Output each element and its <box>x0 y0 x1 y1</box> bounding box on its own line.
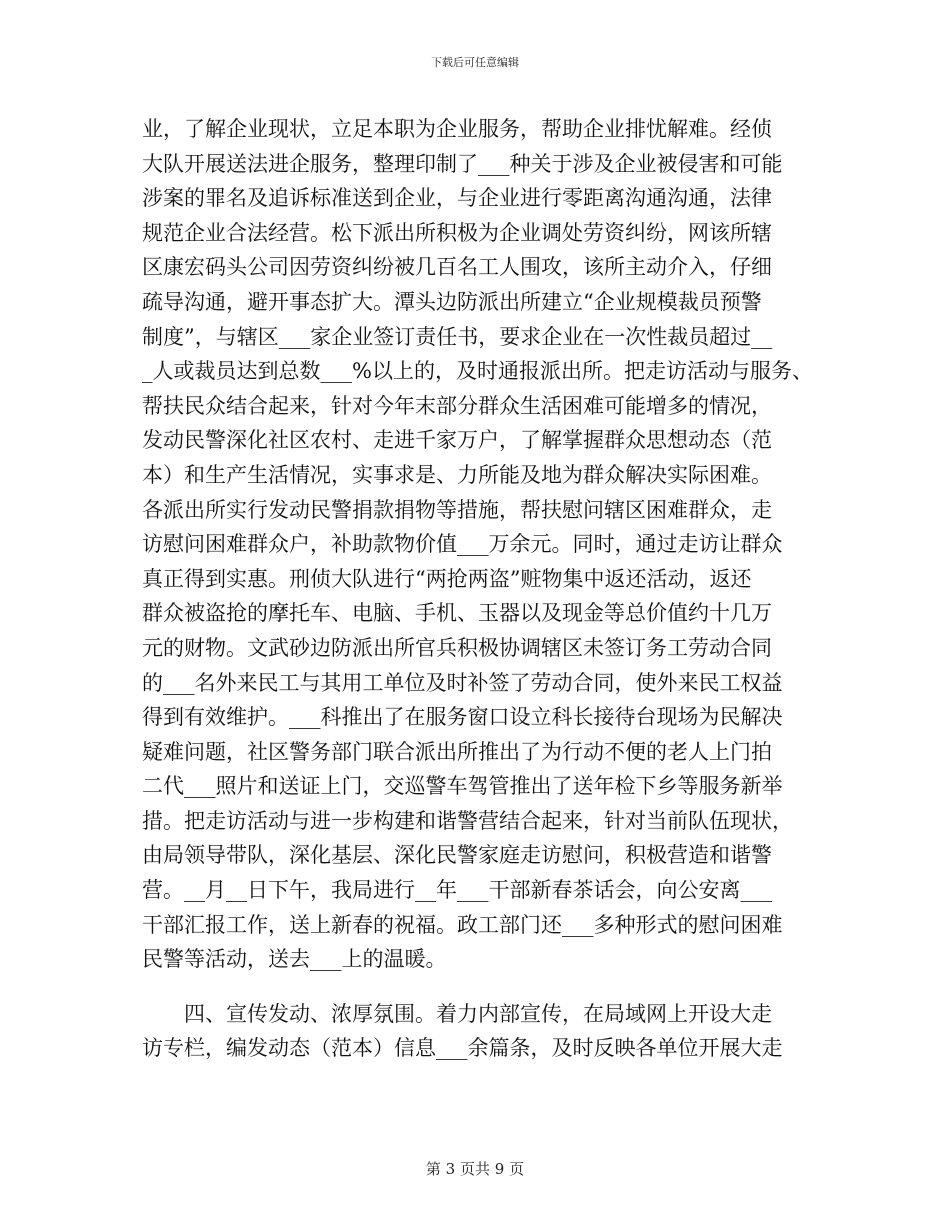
text-line: 疏导沟通，避开事态扩大。潭头边防派出所建立“企业规模裁员预警 <box>142 289 762 314</box>
text-line: 制度”，与辖区___家企业签订责任书，要求企业在一次性裁员超过__ <box>142 324 773 349</box>
text-line: 访慰问困难群众户，补助款物价值___万余元。同时，通过走访让群众 <box>142 532 783 557</box>
text-line: 访专栏，编发动态（范本）信息___余篇条，及时反映各单位开展大走 <box>142 1036 783 1061</box>
text-line: 业，了解企业现状，立足本职为企业服务，帮助企业排忧解难。经侦 <box>142 117 772 141</box>
paragraph <box>142 112 822 977</box>
text-line: 干部汇报工作，送上新春的祝福。政工部门还___多种形式的慰问困难 <box>142 912 783 937</box>
text-line: 疑难问题，社区警务部门联合派出所推出了为行动不便的老人上门拍 <box>142 739 772 764</box>
paragraph-gap <box>142 977 822 997</box>
page-header: 下载后可任意编辑 <box>431 56 519 69</box>
text-line: 二代___照片和送证上门，交巡警车驾管推出了送年检下乡等服务新举 <box>142 774 783 799</box>
text-line: _人或裁员达到总数___%以上的，及时通报派出所。把走访活动与服务、 <box>142 359 813 384</box>
text-line: 真正得到实惠。刑侦大队进行“两抢两盗”赃物集中返还活动，返还 <box>142 566 752 591</box>
text-line: 规范企业合法经营。松下派出所积极为企业调处劳资纠纷，网该所辖 <box>142 220 772 245</box>
text-line: 大队开展送法进企服务，整理印制了___种关于涉及企业被侵害和可能 <box>142 151 783 176</box>
page-footer: 第 3 页共 9 页 <box>425 1160 525 1178</box>
text-line: 帮扶民众结合起来，针对今年末部分群众生活困难可能增多的情况， <box>142 393 772 418</box>
text-line: 措。把走访活动与进一步构建和谐警营结合起来，针对当前队伍现状， <box>142 808 793 833</box>
text-line: 的___名外来民工与其用工单位及时补签了劳动合同，使外来民工权益 <box>142 670 783 695</box>
text-line: 得到有效维护。___科推出了在服务窗口设立科长接待台现场为民解决 <box>142 705 783 730</box>
text-line: 元的财物。文武砂边防派出所官兵积极协调辖区未签订务工劳动合同 <box>142 635 772 660</box>
document-body <box>142 112 822 1066</box>
text-line: 各派出所实行发动民警捐款捐物等措施，帮扶慰问辖区困难群众，走 <box>142 497 772 522</box>
text-line: 涉案的罪名及追诉标准送到企业，与企业进行零距离沟通沟通，法律 <box>142 186 772 211</box>
text-line: 群众被盗抢的摩托车、电脑、手机、玉器以及现金等总价值约十几万 <box>142 601 772 626</box>
text-line: 由局领导带队，深化基层、深化民警家庭走访慰问，积极营造和谐警 <box>142 843 772 868</box>
text-line: 本）和生产生活情况，实事求是、力所能及地为群众解决实际困难。 <box>142 462 772 487</box>
text-line: 四、宣传发动、浓厚氛围。着力内部宣传，在局域网上开设大走 <box>142 1001 772 1026</box>
paragraph <box>142 997 822 1066</box>
text-line: 区康宏码头公司因劳资纠纷被几百名工人围攻，该所主动介入，仔细 <box>142 255 772 280</box>
text-line: 营。__月__日下午，我局进行__年___干部新春茶话会，向公安离___ <box>142 878 772 903</box>
text-line: 民警等活动，送去___上的温暖。 <box>142 947 447 972</box>
text-line: 发动民警深化社区农村、走进千家万户，了解掌握群众思想动态（范 <box>142 428 772 453</box>
